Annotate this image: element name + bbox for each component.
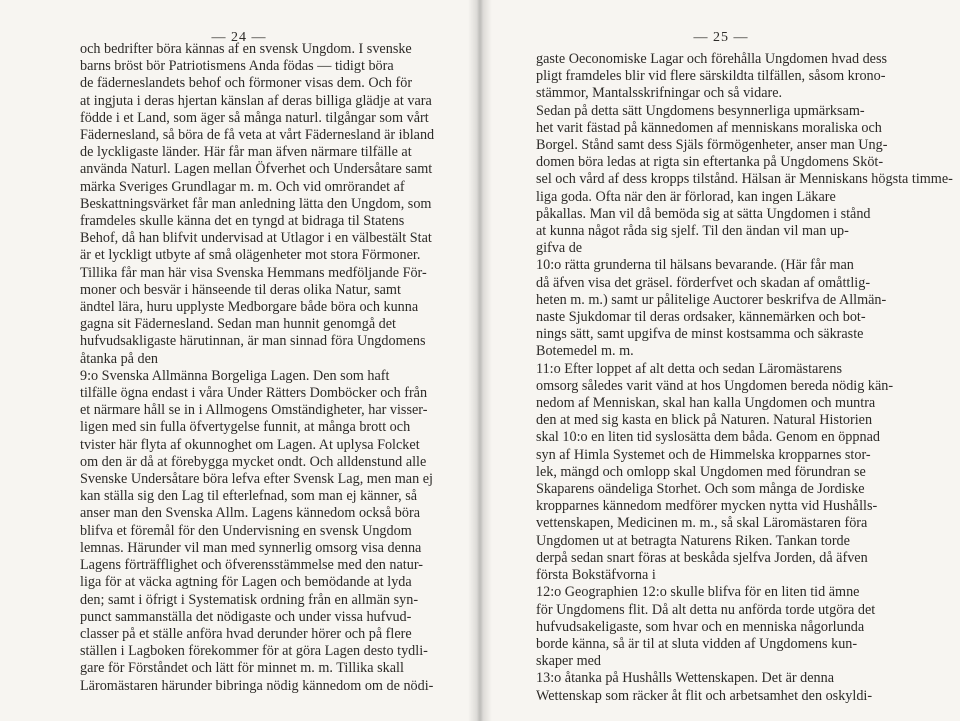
text-line: de lyckligaste länder. Här får man äfven närmare tilfälle at xyxy=(80,144,412,161)
text-line: kropparnes kännedom medförer mycken nytta vid Hushålls- xyxy=(536,498,878,515)
text-line: Läromästaren härunder bibringa nödig kännedom om de nödi- xyxy=(80,677,434,694)
text-line: punct sammanställa det nödigaste och under vissa hufvud- xyxy=(80,608,412,625)
text-line: är et lyckligt utbyte af små olägenheter mot stora Förmoner. xyxy=(80,247,421,264)
text-line: använda Naturl. Lagen mellan Öfverhet och Undersåtare samt xyxy=(80,161,433,178)
text-line: Beskattningsvärket får man anledning lätta den Ungdom, som xyxy=(80,195,432,212)
text-line: et närmare håll se in i Allmogens Omständigheter, har visser- xyxy=(80,402,428,419)
text-line: Lagens förträfflighet och öfverensstämmelse med den natur- xyxy=(80,557,423,574)
text-line: om den är då at förebygga mycket ondt. Och alldenstund alle xyxy=(80,453,427,470)
text-line: hufvudsakligaste härutinnan, är man sinnad föra Ungdomens xyxy=(80,333,426,350)
text-line: gaste Oeconomiske Lagar och förehålla Ungdomen hvad dess xyxy=(536,51,888,67)
text-line: de fäderneslandets behof och förmoner visas dem. Och för xyxy=(80,75,413,92)
text-line: borde känna, så är til at sluta vidden af Ungdomens kun- xyxy=(536,635,858,652)
text-line: at ingjuta i deras hjertan känslan af deras billiga glädje at vara xyxy=(80,92,432,109)
text-line: stämmor, Mantalsskrifningar och så vidare. xyxy=(536,85,783,102)
text-line: åtanka på den xyxy=(80,350,158,367)
book-gutter xyxy=(468,0,492,721)
text-line: blifva et föremål för den Undervisning en svensk Ungdom xyxy=(80,522,412,539)
text-line: syn af Himla Systemet och de Himmelska kropparnes stor- xyxy=(536,446,871,463)
text-line: gagna sit Fädernesland. Sedan man hunnit genomgå det xyxy=(80,316,396,333)
text-line: skal 10:o en liten tid syslosätta dem båda. Genom en öppnad xyxy=(536,429,880,446)
text-line: märka Sveriges Grundlagar m. m. Och vid omrörandet af xyxy=(80,178,405,195)
page-number-right: — 25 — xyxy=(693,30,749,45)
text-line: Skaparens oändeliga Storhet. Och som många de Jordiske xyxy=(536,481,865,498)
text-line: pligt framdeles blir vid flere särskildta tilfällen, såsom krono- xyxy=(536,68,886,85)
text-line: den at med sig kasta en blick på Naturen. Natural Historien xyxy=(536,412,873,429)
text-line: barns bröst bör Patriotismens Anda födas — tidigt böra xyxy=(80,58,394,75)
text-line: tilfälle ögna endast i våra Under Rätters Domböcker och från xyxy=(80,385,428,402)
text-line: födde i et Land, som äger så många naturl. tilgångar som vårt xyxy=(80,109,429,126)
text-line: moner och besvär i hänseende til deras olika Natur, samt xyxy=(80,281,401,298)
text-line: då äfven visa det gräsel. förderfvet och skadan af omåttlig- xyxy=(536,274,871,291)
text-line: Tillika får man här visa Svenska Hemmans medföljande För- xyxy=(80,264,427,281)
text-line: kan ställa sig den Lag til efterlefnad, som man ej känner, så xyxy=(80,488,418,505)
text-line: den; samt i öfrigt i Systematisk ordning från en allmän syn- xyxy=(80,591,419,608)
text-line: ligen med sin fulla öfvertygelse funnit, at många brott och xyxy=(80,419,411,436)
text-line: skaper med xyxy=(536,653,602,670)
text-line: liga goda. Ofta när den är förlorad, kan ingen Läkare xyxy=(536,188,836,205)
text-line: tvister här flyta af okunnoghet om Lagen. At uplysa Folcket xyxy=(80,436,420,453)
text-line: omsorg således varit vänd at hos Ungdomen bereda nödig kän- xyxy=(536,377,894,394)
text-line: Fädernesland, så böra de få veta at vårt Fädernesland är ibland xyxy=(80,127,435,144)
text-line: Ungdomen ut at betragta Naturens Riken. Tankan torde xyxy=(536,532,850,549)
text-line: nedom af Menniskan, skal han kalla Ungdomen och muntra xyxy=(536,395,876,412)
text-line: Borgel. Stånd samt dess Själs förmögenheter, anser man Ung- xyxy=(536,137,888,154)
text-line: 11:o Efter loppet af alt detta och sedan Läromästarens xyxy=(536,360,842,377)
text-line: vettenskapen, Medicinen m. m., så skal Läromästaren föra xyxy=(536,515,868,532)
text-line: Wettenskap som räcker åt flit och arbetsamhet den oskyldi- xyxy=(536,687,873,704)
text-line: liga för at väcka agtning för Lagen och bemödande at lyda xyxy=(80,574,412,591)
text-line: anser man den Svenska Allm. Lagens kännedom också böra xyxy=(80,505,421,522)
text-line: naste Sjukdomar til deras ordsaker, kännemärken och bot- xyxy=(536,309,866,326)
text-line: lemnas. Härunder vil man med synnerlig omsorg visa denna xyxy=(80,539,422,556)
text-line: heten m. m.) samt ur pålitelige Auctorer beskrifva de Allmän- xyxy=(536,291,887,308)
text-line: gare för Förståndet och lätt för minnet m. m. Tillika skall xyxy=(80,660,404,677)
text-line: för Ungdomens flit. Då alt detta nu anförda torde utgöra det xyxy=(536,601,876,618)
text-line: het varit fästad på kännedomen af menniskans moraliska och xyxy=(536,119,882,136)
text-line: Behof, då han blifvit undervisad at Utlagor i en välbestält Stat xyxy=(80,230,432,247)
text-line: 12:o Geographien 12:o skulle blifva för en liten tid ämne xyxy=(536,584,860,601)
text-line: 13:o åtanka på Hushålls Wettenskapen. Det är denna xyxy=(536,670,835,687)
text-line: påkallas. Man vil då bemöda sig at sätta Ungdomen i stånd xyxy=(536,205,871,222)
text-line: nings sätt, samt upgifva de minst kostsamma och säkraste xyxy=(536,326,864,343)
text-line: lek, mängd och omlopp skal Ungdomen med förundran se xyxy=(536,463,866,480)
text-line: Svenske Undersåtare böra lefva efter Svensk Lag, men man ej xyxy=(80,471,433,488)
text-line: domen böra ledas at rigta sin eftertanka på Ungdomens Sköt- xyxy=(536,154,884,171)
page-number-left: — 24 — xyxy=(211,30,267,45)
right-page-text xyxy=(536,51,953,705)
text-line: derpå sedan snart föras at beskåda sjelfva Jorden, då äfven xyxy=(536,549,868,566)
text-line: ställen i Lagboken förekommer för at göra Lagen desto tydli- xyxy=(80,643,428,660)
text-line: Sedan på detta sätt Ungdomens besynnerliga upmärksam- xyxy=(536,102,865,119)
text-line: hufvudsakeligaste, som hvar och en menniska någorlunda xyxy=(536,618,865,635)
text-line: Botemedel m. m. xyxy=(536,343,634,360)
text-line: 9:o Svenska Allmänna Borgeliga Lagen. Den som haft xyxy=(80,367,390,384)
text-line: första Bokstäfvorna i xyxy=(536,567,656,584)
text-line: framdeles skulle känna det en tyngd at bidraga til Statens xyxy=(80,213,405,230)
text-line: gifva de xyxy=(536,240,583,257)
text-line: 10:o rätta grunderna til hälsans bevarande. (Här får man xyxy=(536,257,854,274)
left-page-text xyxy=(80,41,434,695)
text-line: och bedrifter böra kännas af en svensk Ungdom. I svenske xyxy=(80,41,412,57)
text-line: classer på et ställe anföra hvad derunder hörer och på flere xyxy=(80,625,412,642)
text-line: sel och vård af dess kropps tilstånd. Hälsan är Menniskans högsta timme- xyxy=(536,171,953,188)
text-line: at kunna något råda sig sjelf. Til den ändan vil man up- xyxy=(536,223,849,240)
text-line: ändtel lära, huru upplyste Medborgare både böra och kunna xyxy=(80,299,419,316)
